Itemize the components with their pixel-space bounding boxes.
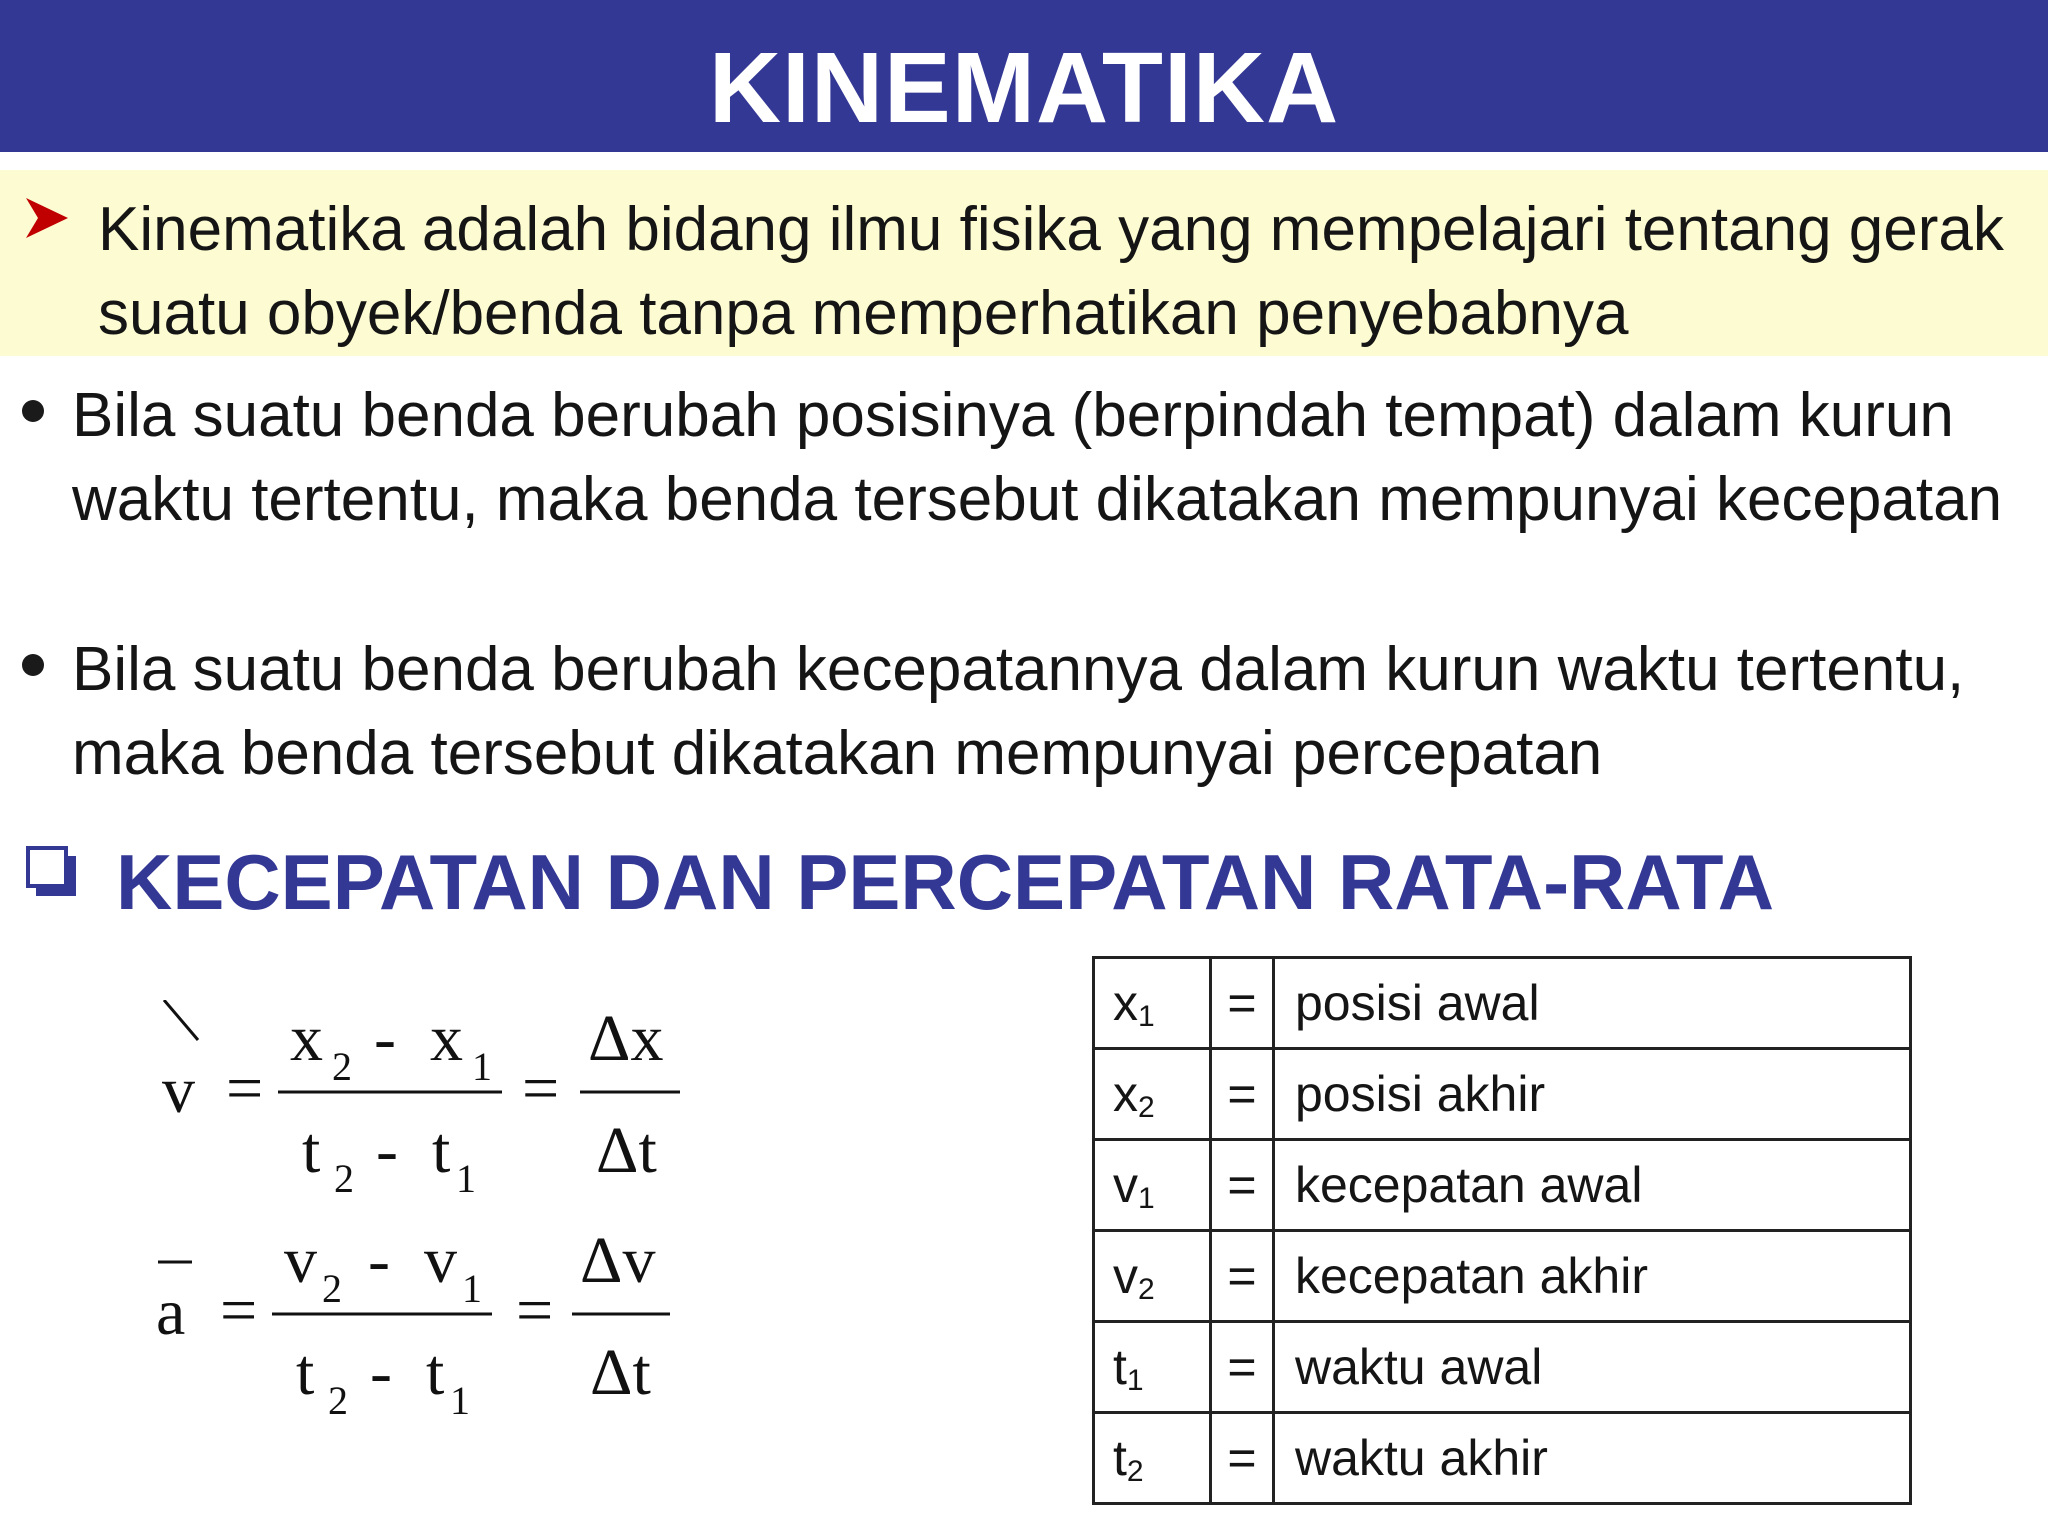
delta-t: Δt	[590, 1336, 651, 1409]
section-title: KECEPATAN DAN PERCEPATAN RATA-RATA	[116, 838, 1775, 926]
subscript: 1	[472, 1044, 492, 1089]
equals-cell: =	[1211, 1049, 1274, 1140]
title-bar	[0, 0, 2048, 152]
description-cell: waktu awal	[1274, 1322, 1911, 1413]
accel-num-v1: v	[424, 1224, 457, 1297]
acceleration-formula	[156, 1224, 670, 1423]
symbol-cell: $v_2$	[1094, 1231, 1211, 1322]
subscript: 1	[456, 1156, 476, 1201]
table-row	[1094, 1322, 1911, 1413]
bullet-icon	[22, 654, 44, 676]
symbol-legend-table	[1092, 956, 1912, 1505]
bullet-icon	[22, 400, 44, 422]
minus-sign: -	[376, 1114, 398, 1187]
minus-sign: -	[374, 1002, 396, 1075]
acceleration-symbol: a	[156, 1276, 186, 1349]
table-row	[1094, 1140, 1911, 1231]
description-cell: kecepatan akhir	[1274, 1231, 1911, 1322]
bullet-velocity: Bila suatu benda berubah posisinya (berpindah tempat) dalam kurun waktu tertentu, maka benda tersebut dikatakan mempunyai kecepatan	[72, 381, 2003, 534]
velocity-den-t2: t	[302, 1114, 321, 1187]
equals-sign: =	[516, 1274, 554, 1347]
subscript: 1	[462, 1266, 482, 1311]
average-bar	[164, 1000, 198, 1040]
equals-sign: =	[226, 1052, 264, 1125]
symbol-cell: $v_1$	[1094, 1140, 1211, 1231]
arrowhead-icon	[22, 196, 72, 240]
bullet-acceleration: Bila suatu benda berubah kecepatannya dalam kurun waktu tertentu, maka benda tersebut dikatakan mempunyai percepatan	[72, 635, 1965, 788]
description-cell: kecepatan awal	[1274, 1140, 1911, 1231]
equals-cell: =	[1211, 958, 1274, 1049]
description-cell: posisi akhir	[1274, 1049, 1911, 1140]
delta-v: Δv	[580, 1224, 656, 1297]
accel-den-t2: t	[296, 1336, 315, 1409]
definition-text: Kinematika adalah bidang ilmu fisika yang mempelajari tentang gerak suatu obyek/benda tanpa memperhatikan penyebabnya	[98, 195, 2004, 348]
equals-sign: =	[220, 1274, 258, 1347]
table-row	[1094, 1049, 1911, 1140]
accel-num-v2: v	[284, 1224, 317, 1297]
accel-den-t1: t	[426, 1336, 445, 1409]
velocity-symbol: v	[162, 1054, 195, 1127]
checkbox-square-icon	[26, 846, 78, 898]
velocity-den-t1: t	[432, 1114, 451, 1187]
subscript: 2	[322, 1266, 342, 1311]
formula-block	[150, 1000, 710, 1440]
minus-sign: -	[368, 1224, 390, 1297]
delta-x: Δx	[588, 1002, 664, 1075]
subscript: 2	[334, 1156, 354, 1201]
subscript: 1	[450, 1378, 470, 1423]
table-row	[1094, 1231, 1911, 1322]
equals-cell: =	[1211, 1140, 1274, 1231]
minus-sign: -	[370, 1336, 392, 1409]
subscript: 2	[332, 1044, 352, 1089]
equals-cell: =	[1211, 1231, 1274, 1322]
description-cell: waktu akhir	[1274, 1413, 1911, 1504]
symbol-cell: $t_2$	[1094, 1413, 1211, 1504]
equals-cell: =	[1211, 1322, 1274, 1413]
symbol-cell: $x_2$	[1094, 1049, 1211, 1140]
velocity-num-x1: x	[430, 1002, 463, 1075]
equals-cell: =	[1211, 1413, 1274, 1504]
table-row	[1094, 958, 1911, 1049]
description-cell: posisi awal	[1274, 958, 1911, 1049]
table-row	[1094, 1413, 1911, 1504]
slide-title: KINEMATIKA	[708, 32, 1340, 144]
subscript: 2	[328, 1378, 348, 1423]
equals-sign: =	[522, 1052, 560, 1125]
velocity-num-x2: x	[290, 1002, 323, 1075]
symbol-cell: $x_1$	[1094, 958, 1211, 1049]
delta-t: Δt	[596, 1114, 657, 1187]
velocity-formula	[162, 1000, 680, 1201]
symbol-cell: $t_1$	[1094, 1322, 1211, 1413]
